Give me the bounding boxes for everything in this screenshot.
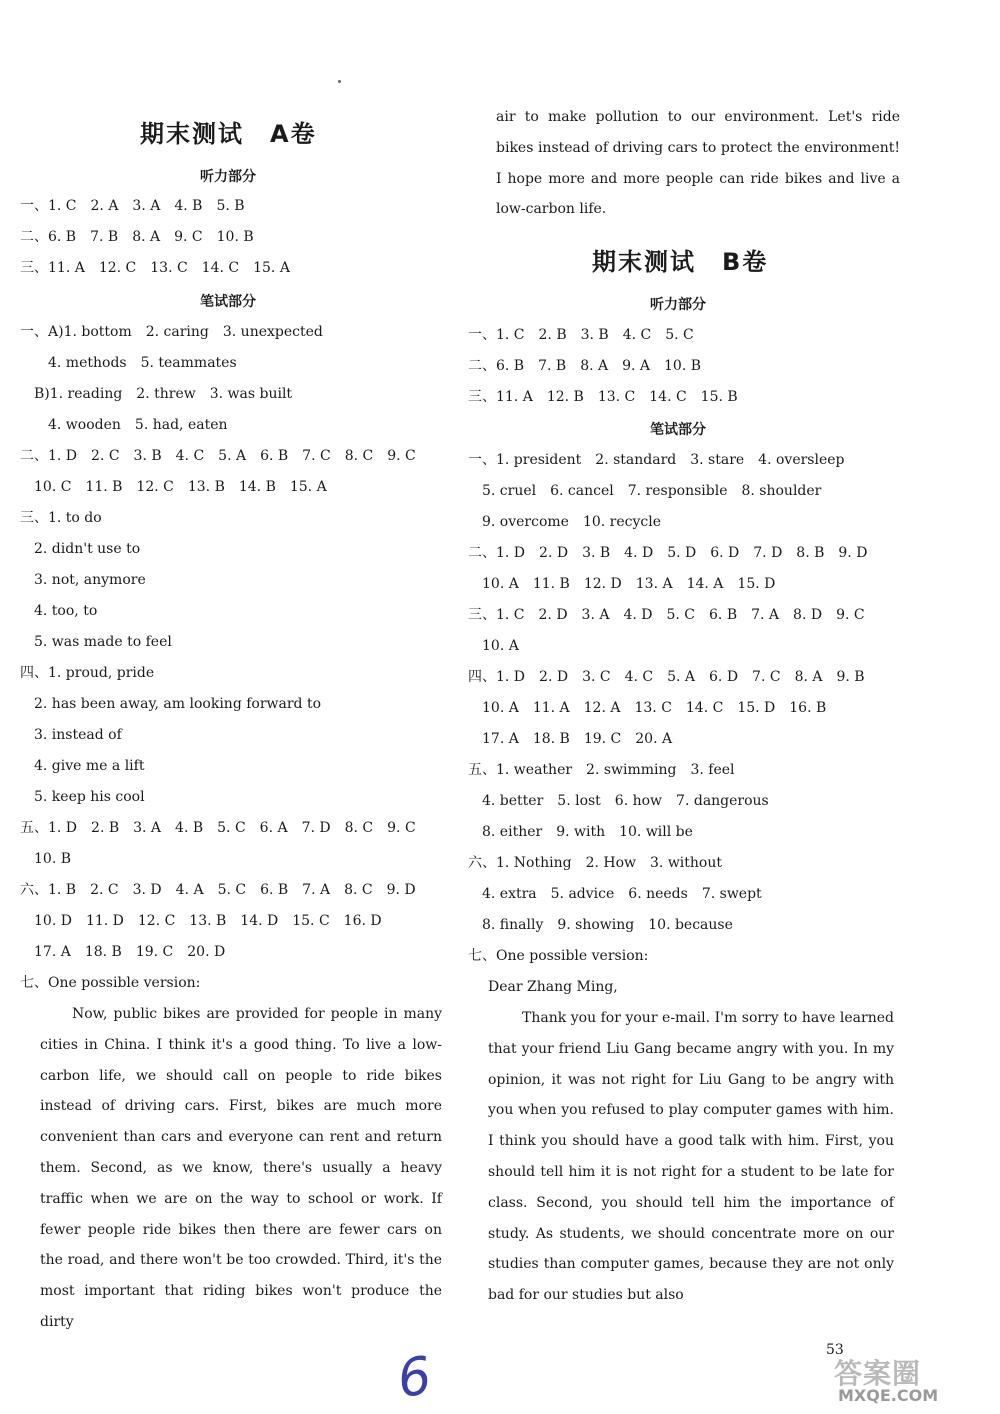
test-a-listening-line: 三、11. A 12. C 13. C 14. C 15. A: [20, 260, 290, 276]
test-b-answer-line: 8. finally 9. showing 10. because: [468, 917, 733, 933]
test-b-letter: Thank you for your e-mail. I'm sorry to have learned that your friend Liu Gang became angry with you. In my opinion, it was not right for Liu Gang to be angry with you when you refused to play computer games with him. I think you should have a good talk with him. First, you should tell him it is not right for a student to be late for class. Second, you should tell him the importance of study. As students, we should concentrate more on our studies than computer games, because they are not only bad for our studies but also: [488, 1010, 894, 1304]
test-b-answer-line: 六、1. Nothing 2. How 3. without: [468, 855, 722, 871]
test-a-answer-line: 3. not, anymore: [20, 572, 146, 588]
test-b-answer-line: 10. A 11. B 12. D 13. A 14. A 15. D: [468, 576, 776, 592]
test-a-answer-line: 4. give me a lift: [20, 758, 145, 774]
watermark-mark: 答案圈: [834, 1357, 922, 1390]
test-b-listening-line: 三、11. A 12. B 13. C 14. C 15. B: [468, 389, 738, 405]
test-b-answer-line: 四、1. D 2. D 3. C 4. C 5. A 6. D 7. C 8. A 9. B: [468, 669, 865, 685]
letter-salutation: Dear Zhang Ming,: [488, 979, 618, 995]
ink-speck: [338, 80, 341, 83]
test-a-answer-line: 10. B: [20, 851, 72, 867]
page-number: 53: [826, 1342, 844, 1358]
test-a-answer-line: 4. too, to: [20, 603, 98, 619]
test-a-listening-line: 二、6. B 7. B 8. A 9. C 10. B: [20, 229, 254, 245]
test-a-answer-line: 二、1. D 2. C 3. B 4. C 5. A 6. B 7. C 8. C 9. C: [20, 448, 416, 464]
test-b-answer-line: 五、1. weather 2. swimming 3. feel: [468, 762, 735, 778]
test-a-essay: Now, public bikes are provided for people in many cities in China. I think it's a good thing. To live a low-carbon life, we should call on people to ride bikes instead of driving cars. First, bikes are much more convenient than cars and everyone can rent and return them. Second, as we know, there's usually a heavy traffic when we are on the way to school or work. If fewer people ride bikes then there are fewer cars on the road, and there won't be too crowded. Third, it's the most important that riding bikes won't produce the dirty: [40, 1006, 442, 1330]
test-b-listening-line: 一、1. C 2. B 3. B 4. C 5. C: [468, 327, 694, 343]
site-watermark: [828, 1352, 988, 1410]
test-b-answer-line: 一、1. president 2. standard 3. stare 4. oversleep: [468, 452, 845, 468]
test-a-answer-line: 10. D 11. D 12. C 13. B 14. D 15. C 16. D: [20, 913, 382, 929]
test-a-answer-line: 17. A 18. B 19. C 20. D: [20, 944, 226, 960]
test-a-answer-line: 四、1. proud, pride: [20, 665, 155, 681]
test-a-listening-heading: 听力部分: [200, 169, 256, 185]
test-b-answer-line: 三、1. C 2. D 3. A 4. D 5. C 6. B 7. A 8. D 9. C: [468, 607, 865, 623]
test-b-answer-line: 8. either 9. with 10. will be: [468, 824, 693, 840]
test-a-answer-line: 五、1. D 2. B 3. A 4. B 5. C 6. A 7. D 8. C 9. C: [20, 820, 416, 836]
test-b-listening-heading: 听力部分: [650, 297, 706, 313]
test-b-answer-line: 9. overcome 10. recycle: [468, 514, 661, 530]
test-a-answer-line: 4. methods 5. teammates: [20, 355, 237, 371]
test-a-title: 期末测试 A卷: [140, 120, 317, 148]
test-a-answer-line: 六、1. B 2. C 3. D 4. A 5. C 6. B 7. A 8. C 9. D: [20, 882, 416, 898]
test-a-answer-line: 10. C 11. B 12. C 13. B 14. B 15. A: [20, 479, 327, 495]
test-a-answer-line: 2. didn't use to: [20, 541, 141, 557]
test-a-answer-line: 5. was made to feel: [20, 634, 172, 650]
test-a-answer-line: 2. has been away, am looking forward to: [20, 696, 322, 712]
test-a-answer-line: 4. wooden 5. had, eaten: [20, 417, 228, 433]
test-b-answer-line: 10. A: [468, 638, 519, 654]
test-a-writing-heading: 笔试部分: [200, 294, 256, 310]
test-b-answer-line: 5. cruel 6. cancel 7. responsible 8. shoulder: [468, 483, 822, 499]
test-b-answer-line: 七、One possible version:: [468, 948, 649, 964]
test-a-answer-line: 5. keep his cool: [20, 789, 145, 805]
test-a-answer-line: B)1. reading 2. threw 3. was built: [20, 386, 293, 402]
test-b-answer-line: 10. A 11. A 12. A 13. C 14. C 15. D 16. B: [468, 700, 827, 716]
test-b-answer-line: 17. A 18. B 19. C 20. A: [468, 731, 673, 747]
test-b-answer-line: 4. better 5. lost 6. how 7. dangerous: [468, 793, 769, 809]
test-a-answer-line: 3. instead of: [20, 727, 122, 743]
test-b-answer-line: 二、1. D 2. D 3. B 4. D 5. D 6. D 7. D 8. B 9. D: [468, 545, 868, 561]
test-b-title: 期末测试 B卷: [592, 248, 769, 276]
watermark-url: MXQE.COM: [838, 1386, 939, 1405]
test-a-answer-line: 七、One possible version:: [20, 975, 201, 991]
test-b-writing-heading: 笔试部分: [650, 422, 706, 438]
test-b-answer-line: 4. extra 5. advice 6. needs 7. swept: [468, 886, 762, 902]
test-a-listening-line: 一、1. C 2. A 3. A 4. B 5. B: [20, 198, 245, 214]
test-b-listening-line: 二、6. B 7. B 8. A 9. A 10. B: [468, 358, 702, 374]
test-a-essay-continued: air to make pollution to our environment. Let's ride bikes instead of driving cars to protect the environment! I hope more and more people can ride bikes and live a low-carbon life.: [496, 109, 900, 218]
test-a-answer-line: 一、A)1. bottom 2. caring 3. unexpected: [20, 324, 323, 340]
handwritten-mark: 6: [393, 1345, 436, 1411]
test-a-answer-line: 三、1. to do: [20, 510, 102, 526]
